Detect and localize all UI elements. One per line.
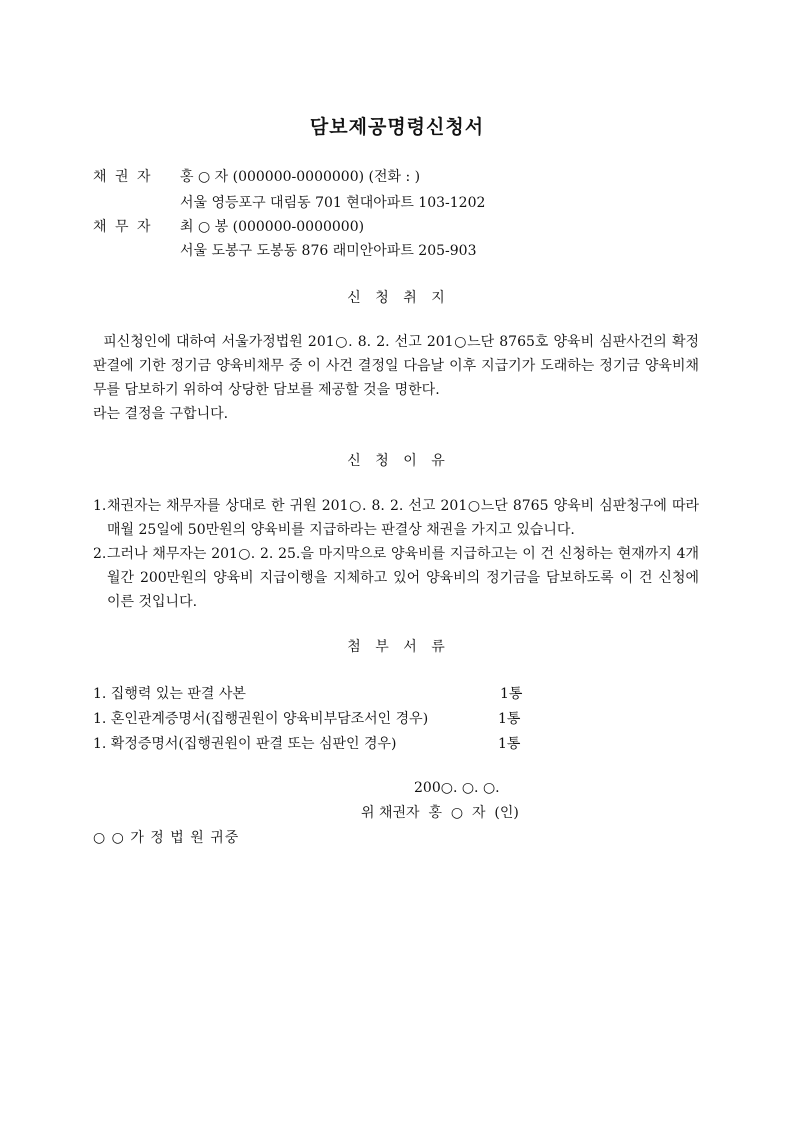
debtor-label: 채 무 자: [93, 219, 153, 235]
document-date: 200○. ○. ○.: [414, 780, 500, 796]
purpose-heading: 신 청 취 지: [347, 290, 447, 306]
reason-text: 채권자는 채무자를 상대로 한 귀원 201○. 8. 2. 선고 201○느단 8765 양육비 심판청구에 따라 매월 25일에 50만원의 양육비를 지급하라는 판결상 채권을 가지고 있습니다.: [107, 498, 699, 538]
reason-number: 2.: [93, 546, 107, 562]
debtor-address: 서울 도봉구 도봉동 876 래미안아파트 205-903: [180, 243, 477, 259]
reasons-heading: 신 청 이 유: [347, 453, 447, 469]
creditor-name: 홍 ○ 자 (000000-0000000) (전화 : ): [180, 169, 421, 185]
attachment-count: 1통: [498, 736, 521, 752]
attachment-count: 1통: [498, 711, 521, 727]
purpose-text: 피신청인에 대하여 서울가정법원 201○. 8. 2. 선고 201○느단 8765호 양육비 심판사건의 확정판결에 기한 정기금 양육비채무 중 이 사건 결정일 다음날 이후 지급기가 도래하는 정기금 양육비채무를 담보하기 위하여 상당한 담보를 제공할 것을 명한다.: [93, 334, 699, 398]
attachment-count: 1통: [500, 686, 523, 702]
reason-number: 1.: [93, 498, 107, 514]
attachment-item: 1. 확정증명서(집행권원이 판결 또는 심판인 경우): [93, 736, 397, 752]
creditor-address: 서울 영등포구 대림동 701 현대아파트 103-1202: [180, 195, 486, 211]
court-addressee: ○ ○ 가 정 법 원 귀중: [93, 830, 240, 846]
attachments-heading: 첨 부 서 류: [347, 639, 447, 655]
debtor-name: 최 ○ 봉 (000000-0000000): [180, 219, 365, 235]
reason-item: [93, 494, 699, 542]
purpose-body: [93, 330, 699, 426]
reason-text: 그러나 채무자는 201○. 2. 25.을 마지막으로 양육비를 지급하고는 이 건 신청하는 현재까지 4개월간 200만원의 양육비 지급이행을 지체하고 있어 양육비의 정기금을 담보하도록 이 건 신청에 이른 것입니다.: [107, 546, 699, 610]
creditor-label: 채 권 자: [93, 169, 153, 185]
attachment-item: 1. 집행력 있는 판결 사본: [93, 686, 246, 702]
purpose-closing: 라는 결정을 구합니다.: [93, 406, 229, 422]
attachment-item: 1. 혼인관계증명서(집행권원이 양육비부담조서인 경우): [93, 711, 429, 727]
reason-item: [93, 542, 699, 614]
document-title: 담보제공명령신청서: [309, 116, 485, 138]
signer-line: 위 채권자 홍 ○ 자 (인): [361, 805, 519, 821]
